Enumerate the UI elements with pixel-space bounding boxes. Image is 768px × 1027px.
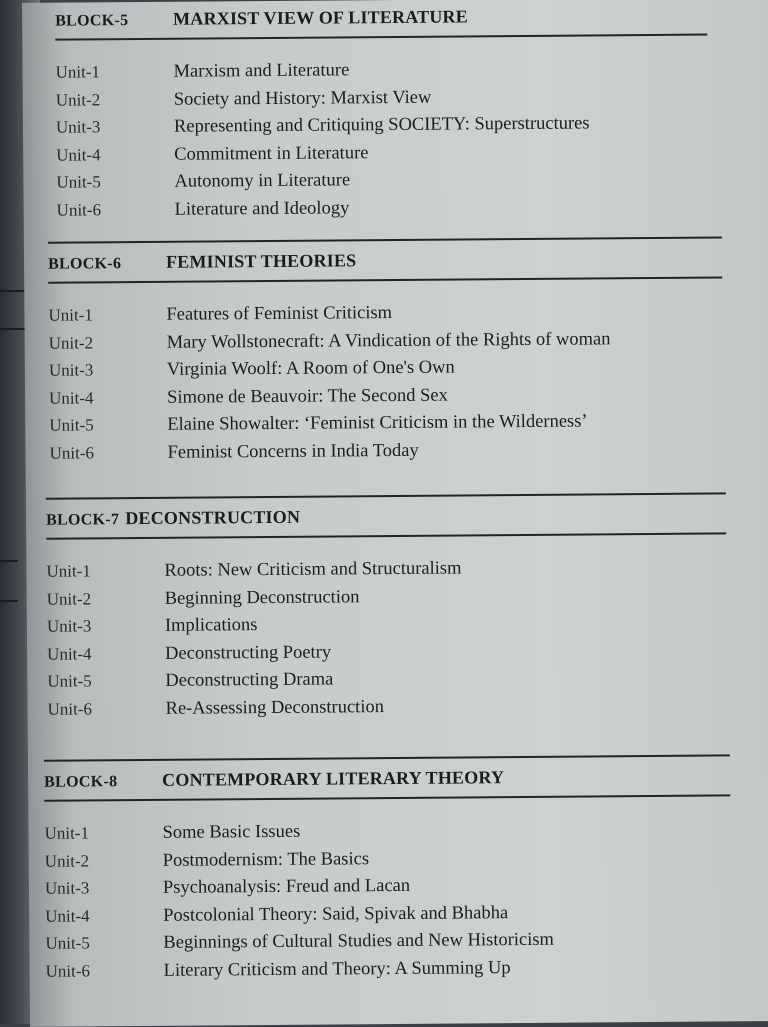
unit-number: Unit-6 (47, 699, 93, 719)
unit-title: Deconstructing Poetry (165, 642, 332, 664)
unit-number: Unit-5 (49, 415, 94, 436)
block-header (46, 494, 726, 537)
unit-title: Society and History: Marxist View (173, 87, 432, 110)
unit-title: Postcolonial Theory: Said, Spivak and Bhabha (163, 902, 509, 926)
page-edge-mark (0, 560, 18, 562)
unit-number: Unit-2 (55, 89, 101, 110)
block-title: FEMINIST THEORIES (165, 250, 357, 272)
block-title: CONTEMPORARY LITERARY THEORY (162, 767, 505, 790)
block-label: BLOCK-5 (55, 12, 129, 30)
unit-number: Unit-5 (45, 933, 90, 954)
unit-number: Unit-4 (45, 906, 90, 926)
unit-number: Unit-4 (49, 388, 94, 408)
unit-number: Unit-1 (55, 62, 101, 82)
block-header (48, 238, 722, 281)
block-header (55, 0, 707, 39)
unit-list (44, 814, 731, 985)
unit-number: Unit-2 (48, 332, 94, 353)
unit-title: Re-Assessing Deconstruction (165, 697, 385, 719)
unit-list (48, 296, 723, 467)
unit-number: Unit-2 (44, 851, 90, 871)
unit-title: Psychoanalysis: Freud and Lacan (162, 876, 411, 899)
unit-number: Unit-4 (56, 145, 101, 165)
unit-title: Autonomy in Literature (174, 170, 351, 193)
unit-number: Unit-6 (49, 443, 95, 463)
unit-title: Implications (164, 615, 258, 637)
book-page (22, 0, 768, 1027)
block-title: MARXIST VIEW OF LITERATURE (173, 6, 468, 29)
block-7 (46, 492, 728, 723)
unit-title: Postmodernism: The Basics (162, 848, 370, 871)
block-label: BLOCK-6 (47, 255, 122, 273)
unit-number: Unit-6 (45, 961, 91, 981)
unit-number: Unit-1 (44, 823, 89, 843)
unit-row (57, 192, 709, 225)
block-label: BLOCK-8 (44, 773, 118, 791)
unit-number: Unit-3 (55, 117, 101, 137)
unit-number: Unit-1 (46, 561, 91, 581)
unit-list (46, 552, 727, 723)
unit-title: Virginia Woolf: A Room of One's Own (166, 357, 455, 380)
unit-list (55, 54, 708, 225)
unit-title: Simone de Beauvoir: The Second Sex (167, 385, 448, 408)
block-title: DECONSTRUCTION (125, 506, 301, 529)
unit-row (47, 690, 727, 723)
unit-title: Some Basic Issues (162, 821, 301, 843)
unit-number: Unit-6 (56, 200, 102, 220)
block-header (44, 756, 730, 799)
unit-number: Unit-3 (44, 878, 90, 898)
unit-title: Literature and Ideology (174, 198, 350, 220)
unit-number: Unit-5 (47, 671, 92, 692)
unit-title: Mary Wollstonecraft: A Vindication of the Rights of woman (166, 328, 611, 353)
unit-title: Elaine Showalter: ‘Feminist Criticism in the Wilderness’ (167, 411, 588, 436)
unit-title: Representing and Critiquing SOCIETY: Superstructures (173, 113, 590, 137)
block-8 (44, 754, 732, 985)
unit-row (46, 952, 732, 985)
unit-title: Beginning Deconstruction (164, 586, 360, 609)
block-6 (48, 236, 724, 467)
unit-number: Unit-1 (48, 305, 93, 325)
unit-title: Marxism and Literature (173, 60, 350, 82)
unit-title: Feminist Concerns in India Today (167, 440, 419, 463)
unit-number: Unit-5 (56, 172, 101, 193)
unit-title: Commitment in Literature (174, 142, 369, 165)
unit-number: Unit-3 (48, 360, 94, 380)
unit-title: Beginnings of Cultural Studies and New Historicism (163, 930, 554, 954)
unit-number: Unit-2 (46, 588, 92, 609)
unit-title: Roots: New Criticism and Structuralism (164, 558, 462, 581)
unit-title: Literary Criticism and Theory: A Summing Up (163, 958, 511, 981)
unit-number: Unit-3 (46, 616, 92, 636)
page-edge-mark (0, 600, 18, 602)
unit-number: Unit-4 (47, 644, 92, 664)
block-label: BLOCK-7 (46, 511, 120, 529)
unit-row (49, 434, 723, 467)
unit-title: Features of Feminist Criticism (166, 303, 393, 325)
block-5 (55, 0, 709, 224)
unit-title: Deconstructing Drama (165, 669, 334, 692)
